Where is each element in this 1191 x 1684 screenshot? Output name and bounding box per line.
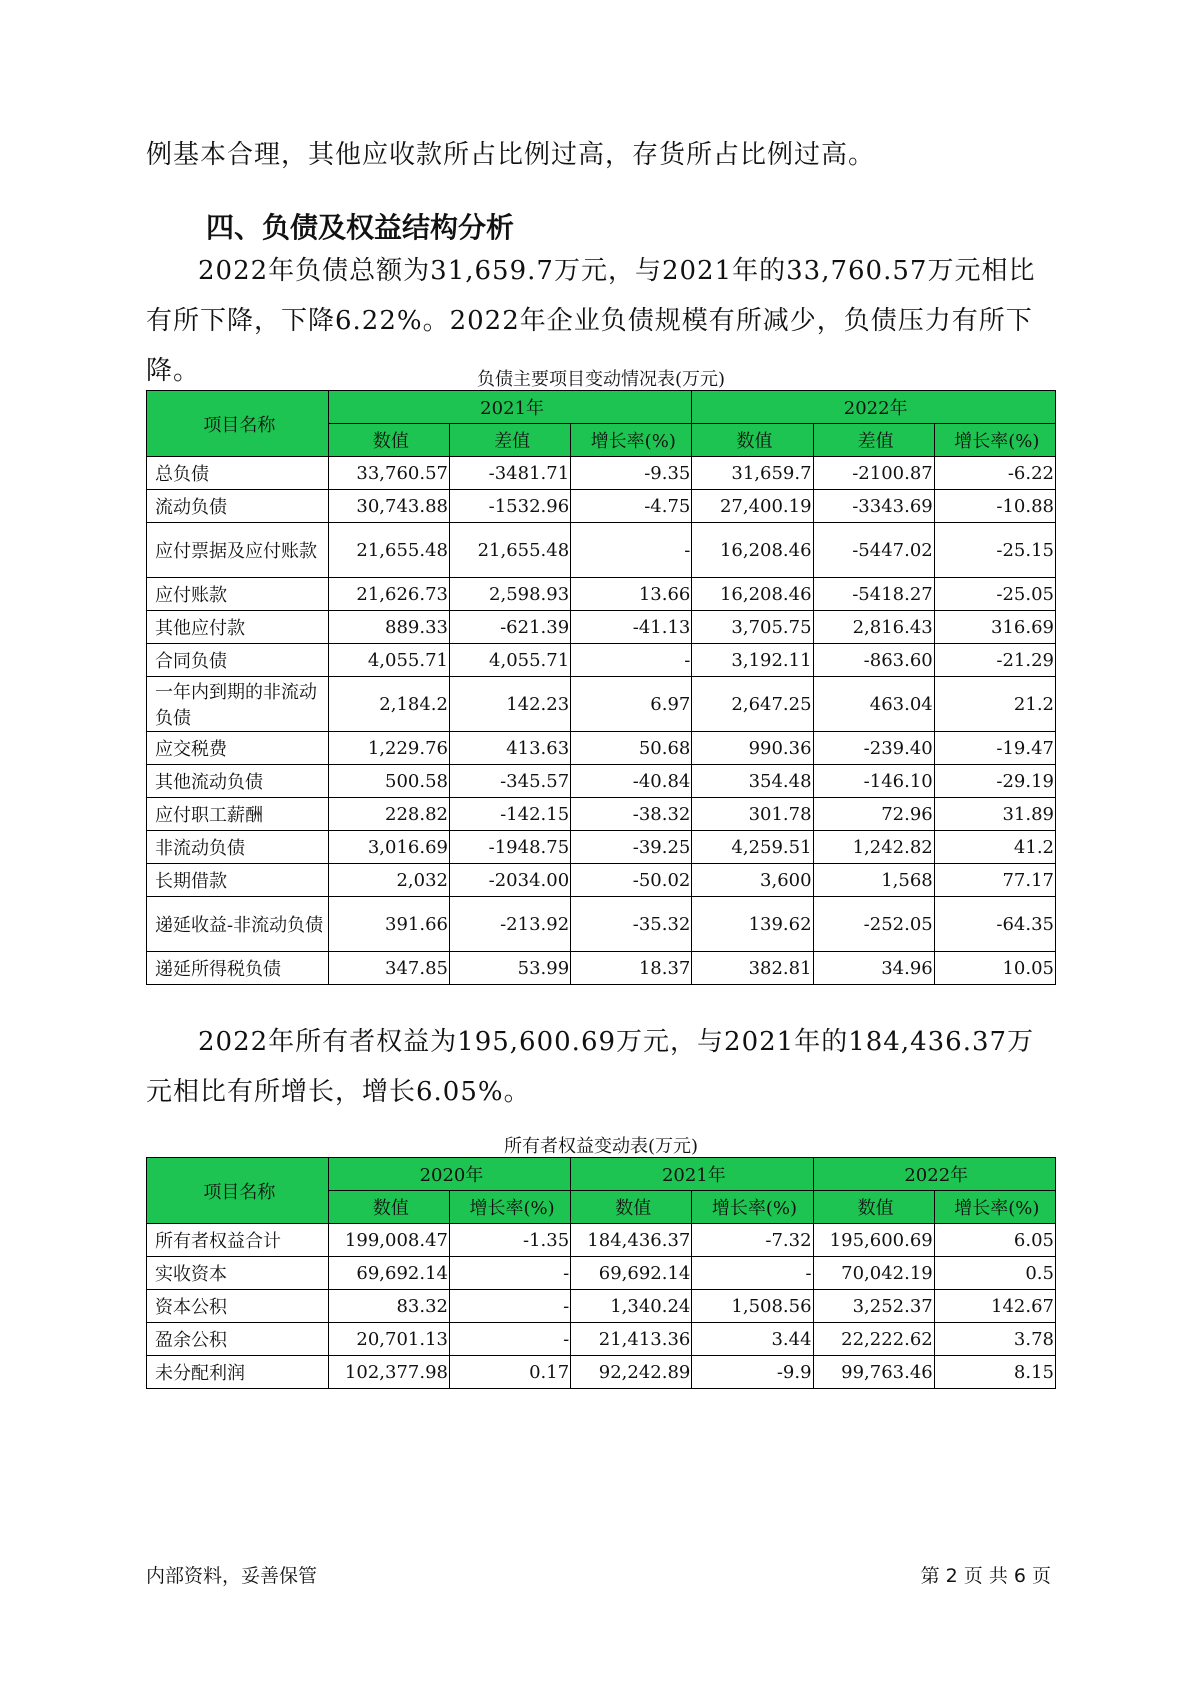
cell-g2: -10.88 xyxy=(934,490,1055,523)
row-label: 一年内到期的非流动负债 xyxy=(147,677,329,732)
cell-v3: 3,252.37 xyxy=(813,1290,934,1323)
table-row xyxy=(147,1356,1056,1389)
cell-g2: -19.47 xyxy=(934,732,1055,765)
cell-d1: -621.39 xyxy=(449,611,570,644)
table-row xyxy=(147,864,1056,897)
table-row xyxy=(147,457,1056,490)
cell-d1: 413.63 xyxy=(449,732,570,765)
cell-g2: -64.35 xyxy=(934,897,1055,952)
table-row xyxy=(147,897,1056,952)
cell-v1: 347.85 xyxy=(328,952,449,985)
cell-d1: -1532.96 xyxy=(449,490,570,523)
cell-v2: 31,659.7 xyxy=(692,457,813,490)
table-row xyxy=(147,732,1056,765)
table-row xyxy=(147,1323,1056,1356)
cell-g2: 3.44 xyxy=(692,1323,813,1356)
cell-d2: -3343.69 xyxy=(813,490,934,523)
liability-paragraph: 2022年负债总额为31,659.7万元，与2021年的33,760.57万元相比有所下降，下降6.22%。2022年企业负债规模有所减少，负债压力有所下降。 xyxy=(146,256,1036,386)
header-value: 数值 xyxy=(328,1191,449,1224)
cell-v1: 500.58 xyxy=(328,765,449,798)
cell-g1: - xyxy=(449,1323,570,1356)
cell-v1: 199,008.47 xyxy=(328,1224,449,1257)
cell-g1: 13.66 xyxy=(571,578,692,611)
cell-g2: 31.89 xyxy=(934,798,1055,831)
cell-g2: -9.9 xyxy=(692,1356,813,1389)
cell-v1: 1,229.76 xyxy=(328,732,449,765)
table-row xyxy=(147,578,1056,611)
cell-d1: 2,598.93 xyxy=(449,578,570,611)
cell-v3: 70,042.19 xyxy=(813,1257,934,1290)
cell-v2: 69,692.14 xyxy=(571,1257,692,1290)
cell-g1: -9.35 xyxy=(571,457,692,490)
cell-d1: 53.99 xyxy=(449,952,570,985)
row-label: 所有者权益合计 xyxy=(147,1224,329,1257)
cell-d1: -1948.75 xyxy=(449,831,570,864)
cell-v1: 2,184.2 xyxy=(328,677,449,732)
table-row xyxy=(147,644,1056,677)
header-year-2022: 2022年 xyxy=(692,391,1056,424)
cell-v2: 3,705.75 xyxy=(692,611,813,644)
cell-v2: 2,647.25 xyxy=(692,677,813,732)
footer-page-number: 第 2 页 共 6 页 xyxy=(920,1565,1051,1587)
cell-d2: -2100.87 xyxy=(813,457,934,490)
row-label: 其他应付款 xyxy=(147,611,329,644)
cell-g1: - xyxy=(449,1257,570,1290)
table-row xyxy=(147,831,1056,864)
row-label: 非流动负债 xyxy=(147,831,329,864)
table-row xyxy=(147,798,1056,831)
cell-v1: 21,626.73 xyxy=(328,578,449,611)
header-growth: 增长率(%) xyxy=(934,1191,1055,1224)
cell-g2: 21.2 xyxy=(934,677,1055,732)
row-label: 实收资本 xyxy=(147,1257,329,1290)
cell-g2: -25.05 xyxy=(934,578,1055,611)
cell-g1: - xyxy=(571,644,692,677)
cell-g2: 41.2 xyxy=(934,831,1055,864)
row-label: 未分配利润 xyxy=(147,1356,329,1389)
cell-g2: -7.32 xyxy=(692,1224,813,1257)
cell-v2: 16,208.46 xyxy=(692,578,813,611)
header-value: 数值 xyxy=(692,424,813,457)
header-diff: 差值 xyxy=(813,424,934,457)
cell-v1: 83.32 xyxy=(328,1290,449,1323)
cell-g1: -1.35 xyxy=(449,1224,570,1257)
cell-g1: -38.32 xyxy=(571,798,692,831)
cell-v2: 1,340.24 xyxy=(571,1290,692,1323)
cell-v3: 22,222.62 xyxy=(813,1323,934,1356)
cell-d2: -239.40 xyxy=(813,732,934,765)
cell-v1: 889.33 xyxy=(328,611,449,644)
cell-d2: -146.10 xyxy=(813,765,934,798)
cell-v1: 69,692.14 xyxy=(328,1257,449,1290)
cell-g1: -50.02 xyxy=(571,864,692,897)
cell-d2: 34.96 xyxy=(813,952,934,985)
cell-d1: 142.23 xyxy=(449,677,570,732)
row-label: 其他流动负债 xyxy=(147,765,329,798)
cell-g3: 8.15 xyxy=(934,1356,1055,1389)
cell-g3: 3.78 xyxy=(934,1323,1055,1356)
cell-v1: 228.82 xyxy=(328,798,449,831)
row-label: 递延所得税负债 xyxy=(147,952,329,985)
header-year-2021: 2021年 xyxy=(328,391,692,424)
cell-v2: 27,400.19 xyxy=(692,490,813,523)
row-label: 应付票据及应付账款 xyxy=(147,523,329,578)
row-label: 递延收益-非流动负债 xyxy=(147,897,329,952)
cell-d1: 4,055.71 xyxy=(449,644,570,677)
header-item-name: 项目名称 xyxy=(147,1158,329,1224)
cell-g1: -41.13 xyxy=(571,611,692,644)
table-row xyxy=(147,523,1056,578)
cell-d1: -3481.71 xyxy=(449,457,570,490)
row-label: 应付账款 xyxy=(147,578,329,611)
header-year-2021: 2021年 xyxy=(571,1158,813,1191)
row-label: 盈余公积 xyxy=(147,1323,329,1356)
cell-g2: -6.22 xyxy=(934,457,1055,490)
cell-v1: 102,377.98 xyxy=(328,1356,449,1389)
table-row xyxy=(147,611,1056,644)
cell-d1: -142.15 xyxy=(449,798,570,831)
cell-g3: 0.5 xyxy=(934,1257,1055,1290)
cell-d2: 1,242.82 xyxy=(813,831,934,864)
cell-v1: 20,701.13 xyxy=(328,1323,449,1356)
header-value: 数值 xyxy=(571,1191,692,1224)
table-row xyxy=(147,1224,1056,1257)
table-row xyxy=(147,765,1056,798)
cell-g1: - xyxy=(449,1290,570,1323)
row-label: 流动负债 xyxy=(147,490,329,523)
header-diff: 差值 xyxy=(449,424,570,457)
cell-d1: -213.92 xyxy=(449,897,570,952)
table-row xyxy=(147,677,1056,732)
cell-v2: 3,192.11 xyxy=(692,644,813,677)
cell-g1: 6.97 xyxy=(571,677,692,732)
cell-g1: -4.75 xyxy=(571,490,692,523)
intro-line: 例基本合理，其他应收款所占比例过高，存货所占比例过高。 xyxy=(146,140,876,170)
row-label: 合同负债 xyxy=(147,644,329,677)
cell-v1: 3,016.69 xyxy=(328,831,449,864)
header-year-2022: 2022年 xyxy=(813,1158,1055,1191)
header-year-2020: 2020年 xyxy=(328,1158,570,1191)
cell-v2: 16,208.46 xyxy=(692,523,813,578)
cell-g1: - xyxy=(571,523,692,578)
cell-d2: -863.60 xyxy=(813,644,934,677)
cell-v2: 92,242.89 xyxy=(571,1356,692,1389)
cell-v2: 139.62 xyxy=(692,897,813,952)
footer-confidential: 内部资料，妥善保管 xyxy=(146,1565,318,1587)
cell-d1: -2034.00 xyxy=(449,864,570,897)
cell-g1: 50.68 xyxy=(571,732,692,765)
cell-g2: -21.29 xyxy=(934,644,1055,677)
header-growth: 增长率(%) xyxy=(934,424,1055,457)
equity-table xyxy=(146,1157,1056,1389)
cell-v2: 21,413.36 xyxy=(571,1323,692,1356)
cell-d2: 72.96 xyxy=(813,798,934,831)
row-label: 总负债 xyxy=(147,457,329,490)
row-label: 资本公积 xyxy=(147,1290,329,1323)
cell-d2: -5447.02 xyxy=(813,523,934,578)
cell-d2: -252.05 xyxy=(813,897,934,952)
cell-d1: 21,655.48 xyxy=(449,523,570,578)
cell-d1: -345.57 xyxy=(449,765,570,798)
cell-d2: 2,816.43 xyxy=(813,611,934,644)
header-value: 数值 xyxy=(813,1191,934,1224)
table2-caption: 所有者权益变动表(万元) xyxy=(503,1136,699,1157)
table-row xyxy=(147,490,1056,523)
cell-g2: 10.05 xyxy=(934,952,1055,985)
table-row xyxy=(147,1257,1056,1290)
cell-g3: 142.67 xyxy=(934,1290,1055,1323)
cell-g2: 316.69 xyxy=(934,611,1055,644)
cell-g1: 18.37 xyxy=(571,952,692,985)
equity-paragraph: 2022年所有者权益为195,600.69万元，与2021年的184,436.37万元相比有所增长，增长6.05%。 xyxy=(146,1027,1035,1107)
cell-g2: 77.17 xyxy=(934,864,1055,897)
cell-g1: -35.32 xyxy=(571,897,692,952)
table1-caption: 负债主要项目变动情况表(万元) xyxy=(476,369,726,390)
cell-d2: 463.04 xyxy=(813,677,934,732)
cell-d2: 1,568 xyxy=(813,864,934,897)
header-growth: 增长率(%) xyxy=(692,1191,813,1224)
cell-v1: 2,032 xyxy=(328,864,449,897)
row-label: 长期借款 xyxy=(147,864,329,897)
cell-d2: -5418.27 xyxy=(813,578,934,611)
section-heading: 四、负债及权益结构分析 xyxy=(206,211,515,244)
cell-g2: 1,508.56 xyxy=(692,1290,813,1323)
cell-g1: 0.17 xyxy=(449,1356,570,1389)
cell-v2: 184,436.37 xyxy=(571,1224,692,1257)
cell-g2: - xyxy=(692,1257,813,1290)
cell-v2: 301.78 xyxy=(692,798,813,831)
cell-v1: 21,655.48 xyxy=(328,523,449,578)
header-item-name: 项目名称 xyxy=(147,391,329,457)
cell-v2: 382.81 xyxy=(692,952,813,985)
cell-g1: -39.25 xyxy=(571,831,692,864)
cell-g2: -25.15 xyxy=(934,523,1055,578)
cell-g1: -40.84 xyxy=(571,765,692,798)
table-row xyxy=(147,952,1056,985)
cell-v2: 990.36 xyxy=(692,732,813,765)
header-growth: 增长率(%) xyxy=(449,1191,570,1224)
cell-v1: 391.66 xyxy=(328,897,449,952)
cell-v3: 99,763.46 xyxy=(813,1356,934,1389)
cell-v1: 4,055.71 xyxy=(328,644,449,677)
header-value: 数值 xyxy=(328,424,449,457)
cell-v1: 33,760.57 xyxy=(328,457,449,490)
cell-g3: 6.05 xyxy=(934,1224,1055,1257)
cell-g2: -29.19 xyxy=(934,765,1055,798)
cell-v2: 354.48 xyxy=(692,765,813,798)
cell-v3: 195,600.69 xyxy=(813,1224,934,1257)
cell-v1: 30,743.88 xyxy=(328,490,449,523)
row-label: 应付职工薪酬 xyxy=(147,798,329,831)
liability-table xyxy=(146,390,1056,985)
row-label: 应交税费 xyxy=(147,732,329,765)
table-row xyxy=(147,1290,1056,1323)
header-growth: 增长率(%) xyxy=(571,424,692,457)
cell-v2: 3,600 xyxy=(692,864,813,897)
cell-v2: 4,259.51 xyxy=(692,831,813,864)
